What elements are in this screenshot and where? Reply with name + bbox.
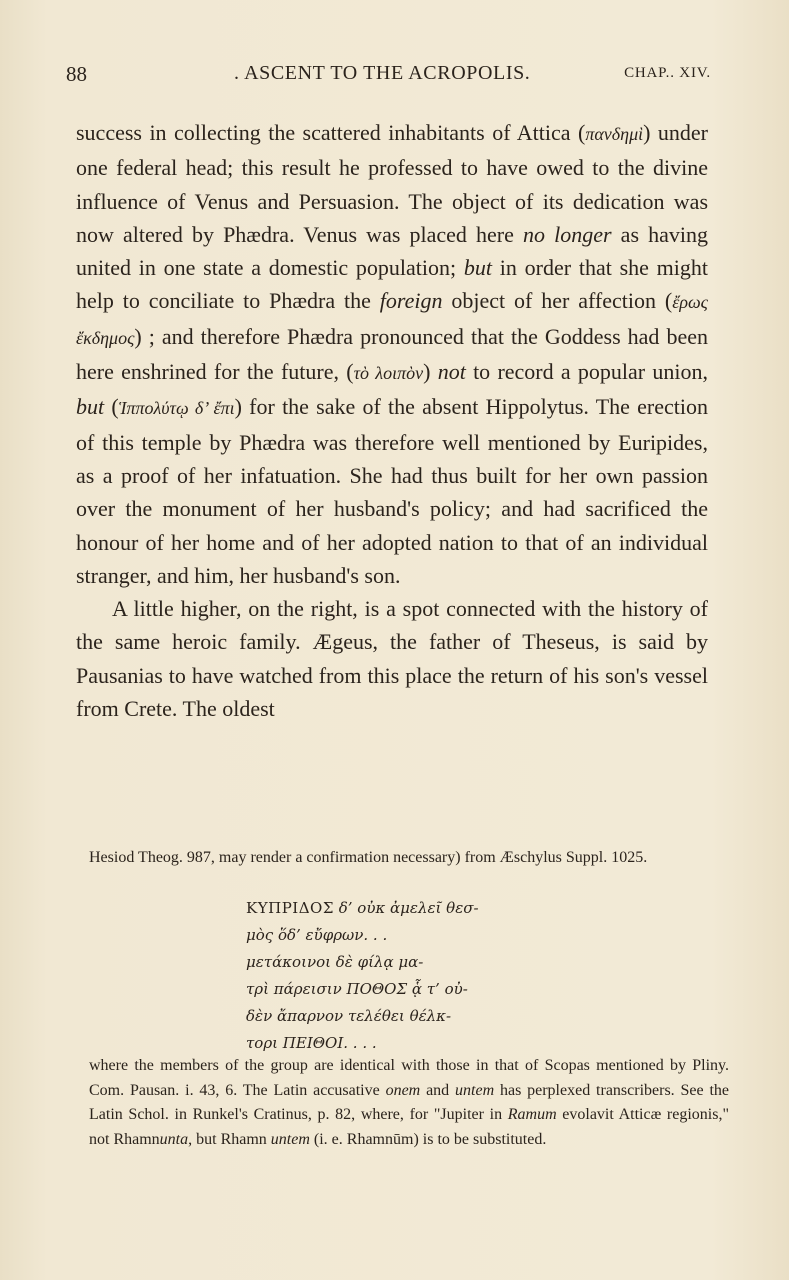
chapter-label: CHAP.. XIV.: [624, 65, 711, 81]
running-head: . ASCENT TO THE ACROPOLIS.: [234, 62, 531, 84]
text-run: as having united in one state a domestic population;: [76, 221, 708, 281]
text-run: ): [423, 359, 438, 385]
text-run: ) under one federal head; this result he professed to have owed to the divine influence of Venus and Persuasion. The object of its dedication was now altered by Phædra. Venus was placed here: [76, 120, 708, 247]
text-run: ) for the sake of the absent Hippolytus. The erection of this temple by Phædra was therefore well mentioned by Euripides, as a proof of her infatuation. She had thus built for her own passion over the monument of her husband's policy; and had sacrificed the honour of her home and of her adopted nation to that of an individual stranger, and him, her husband's son.: [76, 394, 708, 588]
inscription-line: [246, 895, 586, 922]
italic-phrase: untem: [270, 1130, 310, 1148]
inscription-text: μὸς ὅδ’ εὔφρων. . .: [246, 926, 388, 944]
footnote-continuation: [89, 1054, 729, 1152]
paragraph: [76, 116, 708, 592]
italic-phrase: not: [437, 359, 466, 385]
italic-phrase: but: [76, 394, 105, 420]
inscription-text: δὲν ἄπαρνον τελέθει θέλκ-: [246, 1007, 452, 1025]
italic-phrase: no longer: [523, 221, 612, 247]
text-run: , but Rhamn: [188, 1130, 271, 1148]
page-header: [66, 60, 711, 90]
page-number: 88: [66, 62, 87, 86]
italic-phrase: but: [463, 255, 493, 281]
text-run: object of her affection (: [442, 288, 673, 314]
text-run: in order that she might help to conciliate to Phædra the: [76, 255, 709, 314]
italic-phrase: unta: [159, 1130, 189, 1148]
greek-inscription: [246, 895, 586, 1057]
greek-term: Ἱππολύτῳ δ’ ἔπι: [118, 398, 235, 419]
inscription-text: μετάκοινοι δὲ φίλᾳ μα-: [246, 953, 424, 971]
text-run: and: [420, 1081, 456, 1099]
text-run: where the members of the group are identical with those in that of Scopas mentioned by Pliny. Com. Pausan. i. 43, 6. The Latin accusative: [89, 1057, 729, 1099]
inscription-text: δ’ οὐκ ἀμελεῖ θεσ-: [333, 899, 479, 917]
greek-term: ἔρως ἔκδημος: [76, 292, 708, 348]
italic-phrase: foreign: [379, 288, 443, 314]
inscription-line: [246, 1030, 586, 1057]
text-run: evolavit Atticæ regionis," not Rhamn: [89, 1106, 730, 1148]
text-run: has perplexed transcribers. See the Latin Schol. in Runkel's Cratinus, p. 82, where, for "Jupiter in: [89, 1081, 730, 1123]
inscription-text: τρὶ πάρεισιν ΠΟΘΟΣ ᾇ τ’ οὐ-: [246, 980, 468, 998]
inscription-text: τορι ΠΕΙΘΟΙ. . . .: [246, 1034, 377, 1052]
inscription-caps: ΚΥΠΡΙΔΟΣ: [246, 899, 334, 917]
inscription-line: [246, 976, 586, 1003]
text-run: (i. e. Rhamnūm) is to be substituted.: [309, 1130, 547, 1148]
inscription-line: [246, 949, 586, 976]
text-run: to record a popular union,: [465, 359, 708, 385]
greek-term: τὸ λοιπὸν: [353, 363, 424, 384]
inscription-line: [246, 922, 586, 949]
text-run: success in collecting the scattered inhabitants of Attica (: [76, 120, 586, 145]
text-run: ) ; and therefore Phædra pronounced that the Goddess had been here enshrined for the future, (: [76, 323, 708, 385]
main-text: [76, 116, 708, 725]
italic-phrase: untem: [455, 1081, 495, 1099]
text-run: (: [104, 394, 119, 420]
italic-phrase: Ramum: [507, 1106, 557, 1123]
footnote-intro: Hesiod Theog. 987, may render a confirmation necessary) from Æschylus Suppl. 1025.: [89, 849, 648, 866]
italic-phrase: onem: [385, 1081, 421, 1099]
inscription-line: [246, 1003, 586, 1030]
paragraph: A little higher, on the right, is a spot connected with the history of the same heroic family. Ægeus, the father of Theseus, is said by Pausanias to have watched from this place the return of his son's vessel from Crete. The oldest: [76, 596, 708, 722]
greek-term: πανδημὶ: [585, 124, 644, 144]
